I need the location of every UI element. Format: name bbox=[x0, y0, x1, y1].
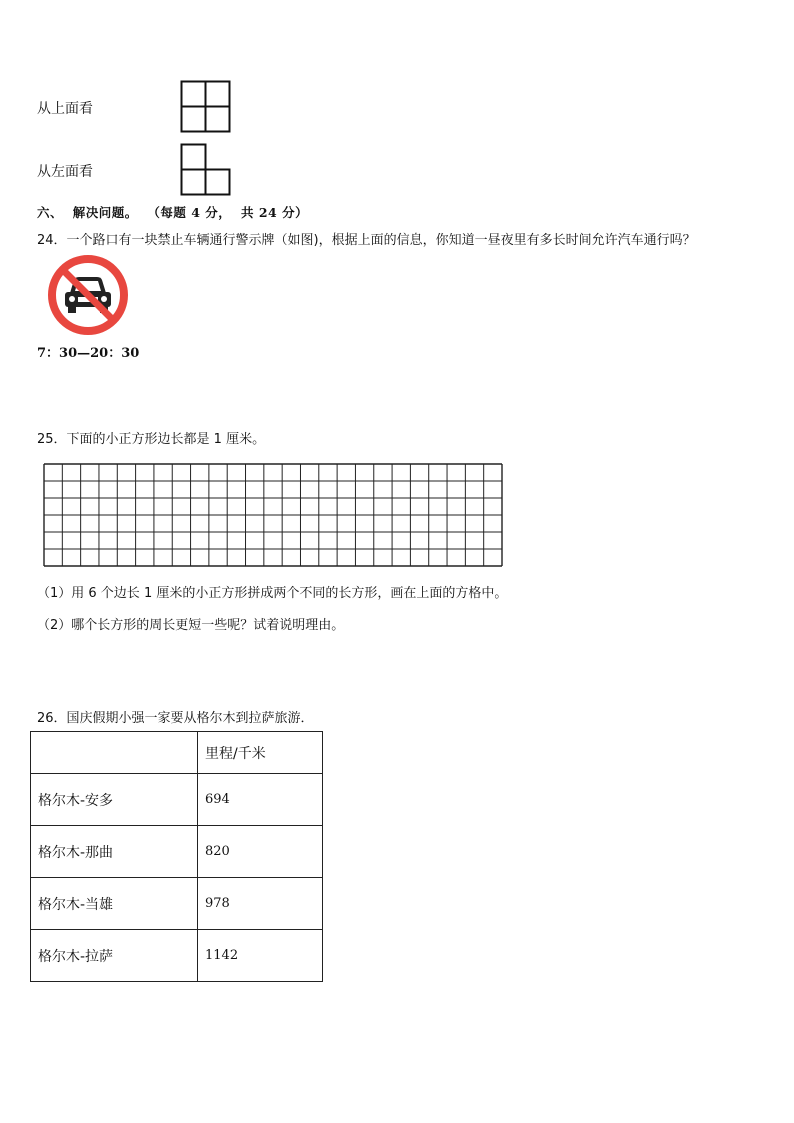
question-26-text: 26．国庆假期小强一家要从格尔木到拉萨旅游． bbox=[37, 711, 314, 726]
table-header-cell bbox=[31, 732, 198, 774]
table-row bbox=[31, 774, 323, 826]
distance-cell: 820 bbox=[198, 826, 323, 878]
distance-cell: 694 bbox=[198, 774, 323, 826]
table-row bbox=[31, 878, 323, 930]
top-view-figure bbox=[180, 80, 232, 134]
question-25-part-2: （2）哪个长方形的周长更短一些呢？试着说明理由。 bbox=[37, 618, 345, 633]
question-24-answer: 7：30—20：30 bbox=[37, 346, 140, 361]
table-header-distance: 里程/千米 bbox=[198, 732, 323, 774]
distance-cell: 978 bbox=[198, 878, 323, 930]
table-header-row bbox=[31, 732, 323, 774]
question-24-text: 24．一个路口有一块禁止车辆通行警示牌（如图)，根据上面的信息，你知道一昼夜里有多长时间允许汽车通行吗？ bbox=[37, 233, 696, 248]
square-grid[interactable] bbox=[42, 462, 504, 568]
left-view-figure bbox=[180, 143, 232, 197]
route-cell: 格尔木-当雄 bbox=[31, 878, 198, 930]
distance-table bbox=[30, 731, 323, 982]
table-row bbox=[31, 930, 323, 982]
route-cell: 格尔木-安多 bbox=[31, 774, 198, 826]
no-vehicles-sign-icon bbox=[46, 253, 130, 337]
section-heading: 六、 解决问题。 （每题 4 分， 共 24 分） bbox=[37, 205, 309, 220]
table-row bbox=[31, 826, 323, 878]
question-25-part-1: （1）用 6 个边长 1 厘米的小正方形拼成两个不同的长方形，画在上面的方格中。 bbox=[37, 586, 508, 601]
question-25-text: 25．下面的小正方形边长都是 1 厘米。 bbox=[37, 432, 266, 447]
view-from-left-label: 从左面看 bbox=[37, 164, 93, 180]
route-cell: 格尔木-那曲 bbox=[31, 826, 198, 878]
distance-cell: 1142 bbox=[198, 930, 323, 982]
route-cell: 格尔木-拉萨 bbox=[31, 930, 198, 982]
view-from-top-label: 从上面看 bbox=[37, 101, 93, 117]
